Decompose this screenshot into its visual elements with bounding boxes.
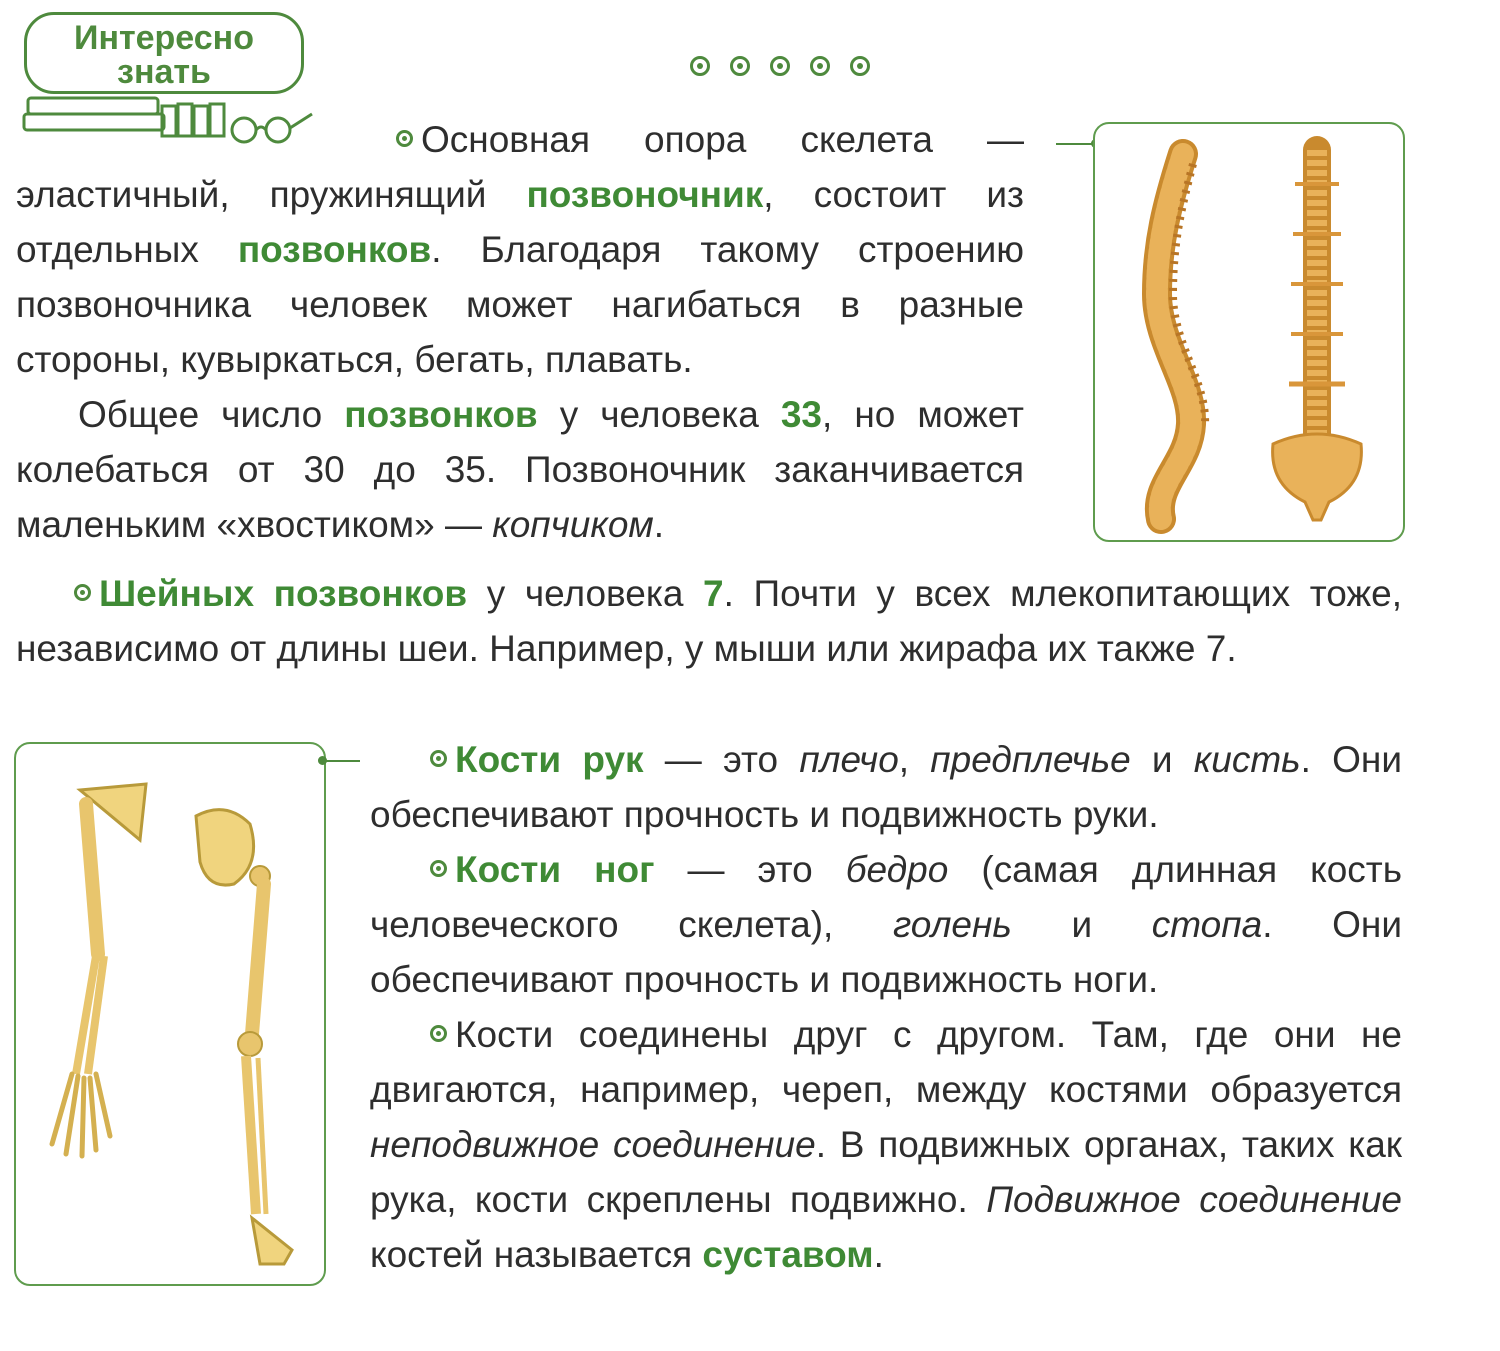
badge-line-1: Интересно: [74, 19, 254, 57]
bullet-icon: [74, 584, 91, 601]
divider-dot-icon: [770, 56, 790, 76]
bullet-icon: [430, 1025, 447, 1042]
spine-text-block: [16, 112, 1024, 552]
keyword-number: 33: [780, 394, 823, 435]
keyword-vertebrae: позвонков: [237, 229, 432, 270]
term-coccyx: копчиком: [492, 504, 654, 545]
interesting-badge: [24, 12, 304, 94]
divider-dot-icon: [850, 56, 870, 76]
section-divider-dots: [690, 56, 920, 86]
joints-paragraph: Кости соединены друг с другом. Там, где они не двигаются, например, череп, между костями образуется неподвижное соединение. В подвижных органах, таких как рука, кости скреплены подвижно. Подвижное соединение костей называется суставом.: [370, 1014, 1402, 1275]
arms-paragraph: Кости рук — это плечо, предплечье и кисть. Они обеспечивают прочность и подвижность руки.: [370, 739, 1402, 835]
keyword-cervical: Шейных позвонков: [99, 573, 468, 614]
bullet-icon: [430, 750, 447, 767]
limbs-illustration: [16, 744, 324, 1284]
limbs-illustration-frame: [14, 742, 326, 1286]
spine-paragraph-1: Основная опора скелета — эластичный, пружинящий позвоночник, состоит из отдельных позвонков. Благодаря такому строению позвоночника человек может нагибаться в разные стороны, кувыркаться, бегать, плавать.: [16, 119, 1025, 380]
limbs-connector-line: [322, 760, 360, 762]
cervical-text-block: [16, 566, 1402, 676]
divider-dot-icon: [730, 56, 750, 76]
legs-paragraph: Кости ног — это бедро (самая длинная кость человеческого скелета), голень и стопа. Они обеспечивают прочность и подвижность ноги.: [370, 849, 1403, 1000]
keyword-joint: суставом: [702, 1234, 874, 1275]
bullet-icon: [396, 130, 413, 147]
spine-illustration: [1095, 124, 1403, 540]
divider-dot-icon: [690, 56, 710, 76]
connector-dot-icon: [318, 756, 327, 765]
divider-dot-icon: [810, 56, 830, 76]
keyword-seven: 7: [703, 573, 724, 614]
spine-connector-line: [1056, 143, 1096, 145]
keyword-arm-bones: Кости рук: [455, 739, 644, 780]
keyword-vertebrae: позвонков: [344, 394, 538, 435]
limbs-text-block: [370, 732, 1402, 1282]
bullet-icon: [430, 860, 447, 877]
keyword-spine: позвоночник: [526, 174, 764, 215]
cervical-paragraph: Шейных позвонков у человека 7. Почти у всех млекопитающих тоже, независимо от длины шеи. Например, у мыши или жирафа их также 7.: [16, 573, 1402, 669]
keyword-leg-bones: Кости ног: [455, 849, 655, 890]
spine-paragraph-2: Общее число позвонков у человека 33, но может колебаться от 30 до 35. Позвоночник заканчивается маленьким «хвостиком» — копчиком.: [16, 394, 1024, 545]
badge-line-2: знать: [117, 53, 211, 91]
spine-illustration-frame: [1093, 122, 1405, 542]
